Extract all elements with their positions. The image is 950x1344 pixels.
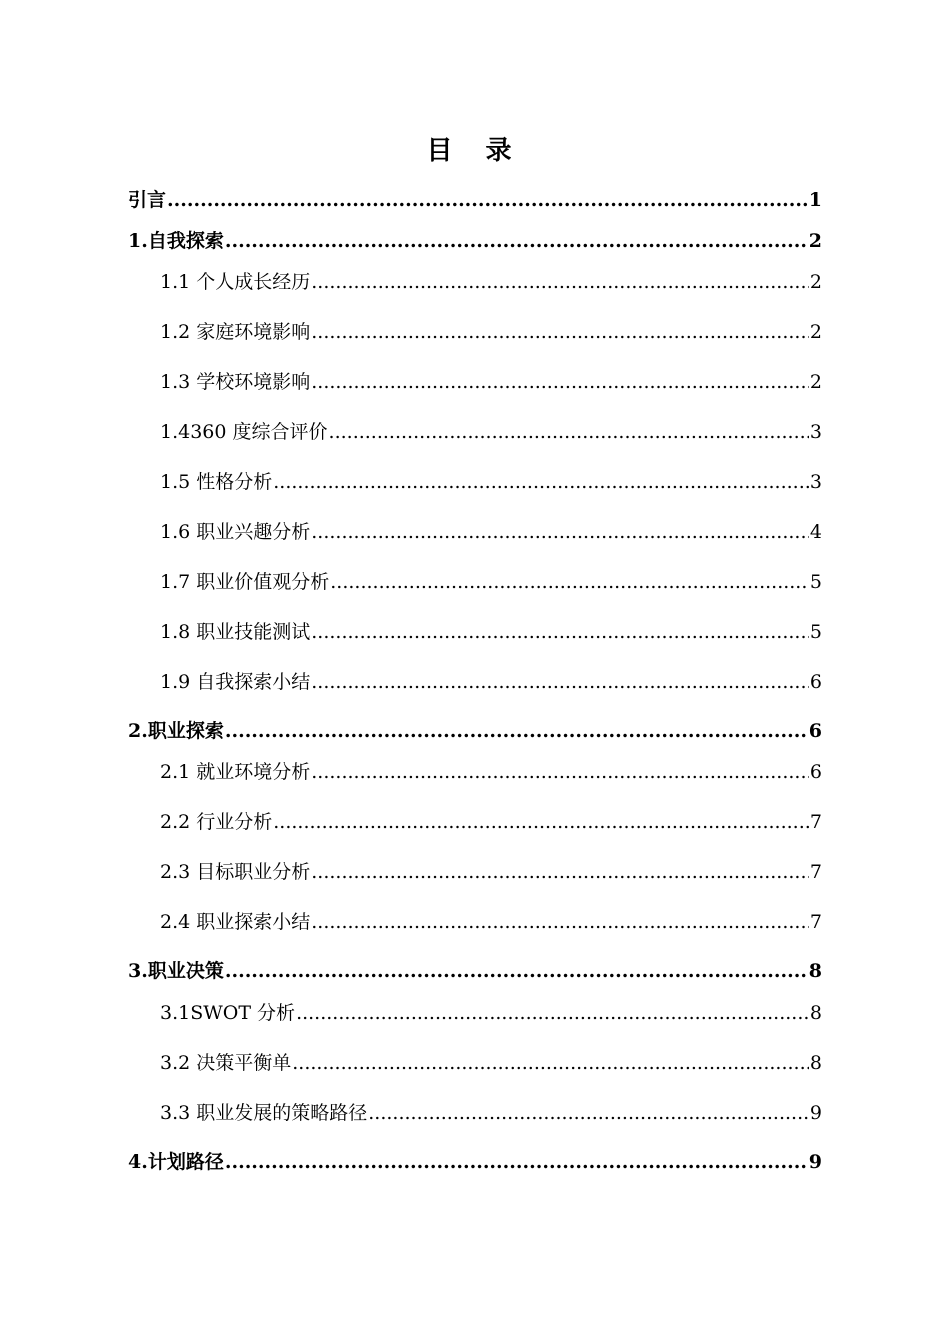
toc-entry-2-3[interactable] (160, 860, 822, 884)
toc-entry-2-4[interactable] (160, 910, 822, 934)
toc-entry-1-4[interactable] (160, 420, 822, 444)
toc-entry-page: 4 (809, 521, 822, 543)
toc-entry-3-3[interactable] (160, 1101, 822, 1125)
dot-leader (225, 719, 808, 743)
toc-entry-page: 7 (809, 861, 822, 883)
toc-entry-label: 1.9 自我探索小结 (160, 671, 311, 693)
toc-entry-label: 3.2 决策平衡单 (160, 1052, 292, 1074)
toc-entry-page: 5 (809, 621, 822, 643)
toc-entry-page: 8 (809, 1052, 822, 1074)
toc-entry-1-7[interactable] (160, 570, 822, 594)
toc-entry-2-1[interactable] (160, 760, 822, 784)
toc-entry-1-5[interactable] (160, 470, 822, 494)
toc-entry-page: 6 (809, 671, 822, 693)
toc-entry-1[interactable] (128, 229, 822, 253)
toc-entry-page: 6 (809, 761, 822, 783)
dot-leader (311, 320, 809, 344)
toc-entry-page: 9 (809, 1102, 822, 1124)
toc-entry-intro[interactable] (128, 188, 822, 212)
dot-leader (296, 1001, 809, 1025)
toc-entry-label: 1.4360 度综合评价 (160, 421, 328, 443)
toc-entry-label: 3.3 职业发展的策略路径 (160, 1102, 368, 1124)
toc-entry-page: 7 (809, 911, 822, 933)
toc-entry-label: 1.3 学校环境影响 (160, 371, 311, 393)
toc-entry-page: 8 (809, 1002, 822, 1024)
toc-entry-label: 2.4 职业探索小结 (160, 911, 311, 933)
toc-entry-1-1[interactable] (160, 270, 822, 294)
dot-leader (330, 570, 809, 594)
toc-entry-label: 4.计划路径 (128, 1151, 224, 1173)
dot-leader (311, 860, 809, 884)
toc-entry-label: 1.7 职业价值观分析 (160, 571, 330, 593)
toc-entry-page: 3 (809, 421, 822, 443)
toc-entry-label: 1.6 职业兴趣分析 (160, 521, 311, 543)
toc-entry-label: 3.职业决策 (128, 960, 224, 982)
toc-entry-3[interactable] (128, 959, 822, 983)
toc-entry-page: 2 (809, 271, 822, 293)
dot-leader (311, 670, 809, 694)
toc-entry-page: 7 (809, 811, 822, 833)
toc-entry-2[interactable] (128, 719, 822, 743)
dot-leader (311, 270, 809, 294)
toc-entry-label: 2.职业探索 (128, 720, 224, 742)
dot-leader (167, 188, 808, 212)
dot-leader (225, 229, 808, 253)
dot-leader (225, 959, 808, 983)
toc-entry-1-3[interactable] (160, 370, 822, 394)
toc-entry-1-8[interactable] (160, 620, 822, 644)
toc-entry-page: 3 (809, 471, 822, 493)
toc-entry-label: 3.1SWOT 分析 (160, 1002, 296, 1024)
toc-entry-label: 1.自我探索 (128, 230, 224, 252)
toc-entry-label: 1.8 职业技能测试 (160, 621, 311, 643)
toc-entry-label: 1.2 家庭环境影响 (160, 321, 311, 343)
toc-entry-3-1[interactable] (160, 1001, 822, 1025)
toc-entry-4[interactable] (128, 1150, 822, 1174)
dot-leader (311, 370, 809, 394)
toc-entry-page: 1 (808, 189, 822, 211)
dot-leader (368, 1101, 809, 1125)
toc-entry-page: 9 (808, 1151, 822, 1173)
dot-leader (273, 470, 809, 494)
toc-title: 目 录 (426, 136, 524, 166)
dot-leader (311, 760, 809, 784)
toc-entry-1-6[interactable] (160, 520, 822, 544)
toc-entry-page: 8 (808, 960, 822, 982)
toc-entry-page: 2 (808, 230, 822, 252)
toc-entry-label: 1.1 个人成长经历 (160, 271, 311, 293)
toc-entry-page: 2 (809, 371, 822, 393)
dot-leader (311, 910, 809, 934)
dot-leader (311, 620, 809, 644)
toc-entry-label: 2.3 目标职业分析 (160, 861, 311, 883)
toc-entry-label: 2.2 行业分析 (160, 811, 273, 833)
dot-leader (292, 1051, 809, 1075)
toc-entry-page: 6 (808, 720, 822, 742)
dot-leader (329, 420, 809, 444)
toc-entry-1-2[interactable] (160, 320, 822, 344)
toc-entry-page: 2 (809, 321, 822, 343)
dot-leader (273, 810, 809, 834)
toc-entry-label: 引言 (128, 189, 167, 211)
toc-entry-2-2[interactable] (160, 810, 822, 834)
toc-entry-label: 2.1 就业环境分析 (160, 761, 311, 783)
toc-entry-1-9[interactable] (160, 670, 822, 694)
dot-leader (225, 1150, 808, 1174)
dot-leader (311, 520, 809, 544)
toc-entry-label: 1.5 性格分析 (160, 471, 273, 493)
toc-entry-page: 5 (809, 571, 822, 593)
toc-entry-3-2[interactable] (160, 1051, 822, 1075)
